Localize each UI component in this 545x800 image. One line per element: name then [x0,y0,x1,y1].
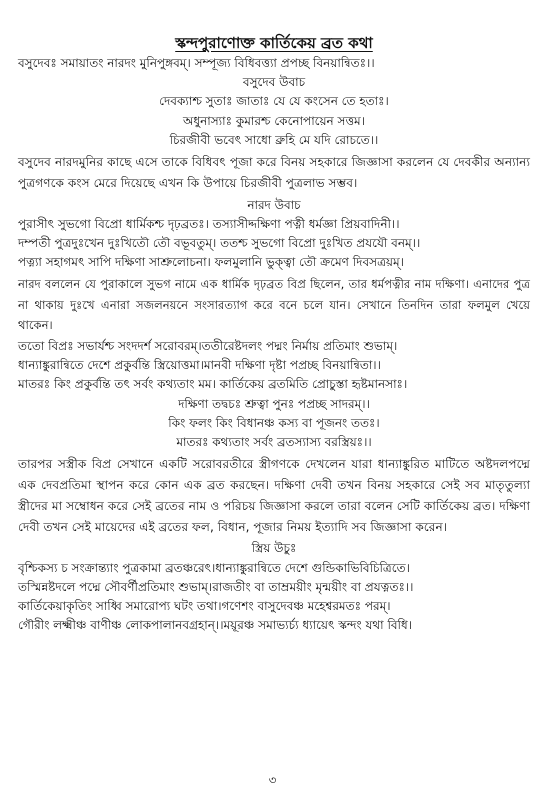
verse-line: বৃশ্চিকস্য চ সংক্রান্ত্যাং পুত্রকামা ব্রতঞ্চরেৎ।ধান্যাঙ্কুরান্বিতে দেশে গুন্ডিকাভিবিচিত্রিতে। [18,560,410,575]
verse-line: দক্ষিণা তদ্বচঃ শ্রুত্বা পুনঃ পপ্রচ্ছ সাদরম্।। [178,396,370,411]
document-page [18,32,530,635]
page-title: স্কন্দপুরাণোক্ত কার্তিকেয় ব্রত কথা [175,34,373,52]
verse-line: গৌরীং লক্ষ্মীঞ্চ বাণীঞ্চ লোকপালানবগ্রহান্।।ময়ূরঞ্চ সমাভ্যর্চ্য ধ্যায়েৎ স্কন্দং যথা বিধি। [18,618,413,633]
verse-line: মাতরঃ কথ্যতাং সর্বং ব্রতস্যাস্য বরস্ত্রিয়ঃ।। [176,435,372,450]
verse-line: ততো বিপ্রঃ সভার্যশ্চ সংদদর্শ সরোবরম্।ততীরেষ্টদলং পদ্মং নির্মায় প্রতিমাং শুভাম্। [18,339,398,354]
verse-line: কার্তিকেয়াকৃতিং সাধ্বি সমারোপ্য ঘটং তথা।গণেশং বাসুদেবঞ্চ মহেশ্বরমতঃ পরম্। [18,599,391,614]
speaker-heading: বসুদেব উবাচ [242,75,306,90]
verse-line: পুরাসীৎ সুভগো বিপ্রো ধার্মিকশ্চ দৃঢ়ব্রতঃ। তস্যাসীদ্দক্ষিণা পত্নী ধর্মজ্ঞা প্রিয়বাদিনী।। [18,216,400,231]
verse-line: মাতরঃ কিং প্রকুর্বন্তি তৎ সর্বং কথ্যতাং মম। কার্তিকেয় ব্রতমিতি প্রোচুস্তা হৃষ্টমানসাঃ। [18,377,408,392]
verse-line: কিং ফলং কিং বিধানঞ্চ কস্য বা পূজনং ততঃ। [168,415,380,430]
translation-paragraph: নারদ বললেন যে পুরাকালে সুভগ নামে এক ধার্মিক দৃঢ়ব্রত বিপ্র ছিলেন, তার ধর্মপত্নীর নাম দক্ষিণা। এনাদের পুত্র না থাকায় দুঃখে এনারা সজলনয়নে সংসারত্যাগ করে বনে চলে যান। সেখানে তিনদিন তারা ফলমুল খেয়ে থাকেন। [18,277,530,332]
verse-line: বসুদেবঃ সমায়াতং নারদং মুনিপুঙ্গবম্। সম্পূজ্য বিধিবত্ত্যা প্রপচ্ছ বিনয়ান্বিতঃ।। [18,56,375,70]
translation-paragraph: বসুদেব নারদমুনির কাছে এসে তাকে বিধিবৎ পূজা করে বিনয় সহকারে জিজ্ঞাসা করলেন যে দেবকীর অন্যান্য পুত্রগণকে কংস মেরে দিয়েছে এখন কি উপায়ে চিরজীবী পুত্রলাভ সম্ভব। [18,155,530,190]
speaker-heading: স্ত্রিয় উচুঃ [251,541,297,556]
page-number: ৩ [268,773,277,787]
verse-line: চিরজীবী ভবেৎ সাধো ব্রুহি মে যদি রোচতে।। [169,132,379,147]
verse-line: তস্মিন্নষ্টদলে পদ্মে সৌবর্ণীপ্রতিমাং শুভাম্।রাজতীং বা তাম্রময়ীং মৃন্ময়ীং বা প্রযত্নতঃ।। [18,579,414,594]
verse-line: অধুনাস্যাঃ কুমারশ্চ কেনোপায়েন সত্তম। [182,113,366,128]
speaker-heading: নারদ উবাচ [247,197,301,212]
verse-line: পত্ন্যা সহাগমৎ সাপি দক্ষিণা সাশ্রুলোচনা। ফলমুলানি ভুক্ত্বা তৌ ক্রমেণ দিবসত্রয়ম্। [18,255,404,270]
verse-line: দেবক্যাশ্চ সুতাঃ জাতাঃ যে যে কংসেন তে হতাঃ। [159,94,389,109]
verse-line: ধান্যাঙ্কুরান্বিতে দেশে প্রকুর্বন্তি স্ত্রিয়োত্তমা।মানবী দক্ষিণা দৃষ্টা পপ্রচ্ছ বিনয়ান্বিতা।। [18,358,381,373]
translation-paragraph: তারপর সস্ত্রীক বিপ্র সেখানে একটি সরোবরতীরে স্ত্রীগণকে দেখলেন যারা ধান্যাঙ্কুরিত মাটিতে অষ্টদলপদ্মে এক দেবপ্রতিমা স্থাপন করে কোন এক ব্রত করছেন। দক্ষিণা দেবী তখন বিনয় সহকারে সেই সব মাতৃতুল্যা স্ত্রীদের মা সম্বোধন করে সেই ব্রতের নাম ও পরিচয় জিজ্ঞাসা করলে তারা বলেন সেটি কার্তিকেয় ব্রত। দক্ষিণা দেবী তখন সেই মায়েদের এই ব্রতের ফল, বিধান, পূজার নিময় ইত্যাদি সব জিজ্ঞাসা করেন। [18,457,530,534]
verse-line: দম্পতী পুত্রদুঃখেন দুঃখিতৌ তৌ বভূবতুম্। ততশ্চ সুভগো বিপ্রো দুঃখিত প্রযযৌ বনম্।। [18,236,421,251]
